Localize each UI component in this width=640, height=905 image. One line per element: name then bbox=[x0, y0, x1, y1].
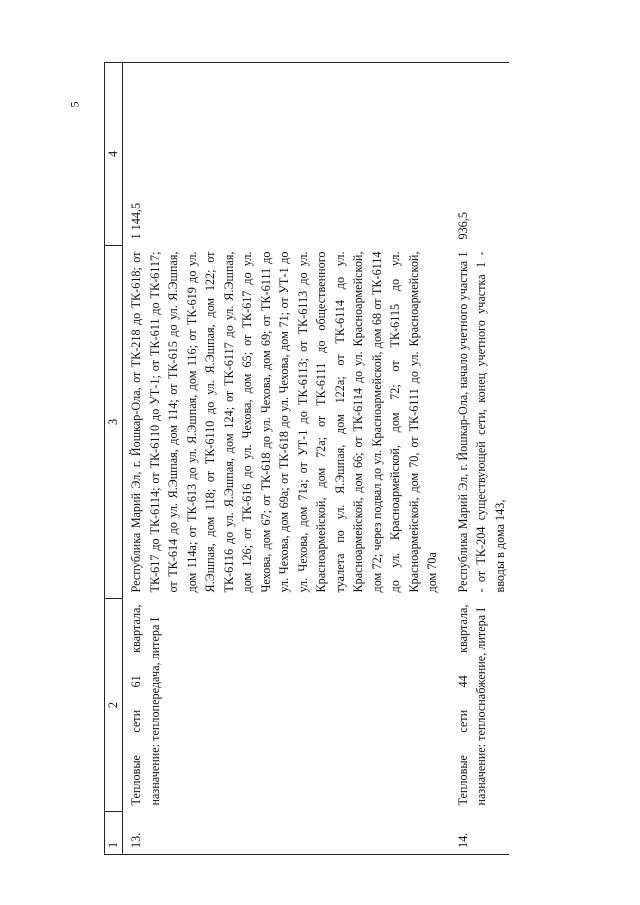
col-header-2: 2 bbox=[105, 599, 123, 812]
table-header-row bbox=[105, 63, 123, 855]
col-header-3: 3 bbox=[105, 246, 123, 599]
object-route: Республика Марий Эл, г. Йошкар-Ола, от ТК-218 до ТК-618; от ТК-617 до ТК-6114; от ТК-6110 до УТ-1; от ТК-611 до ТК-6117; от ТК-614 до ул. Я.Эшпая, дом 114; от ТК-615 до ул. Я.Эшпая, дом 114а; от ТК-613 до ул. Я.Эшпая, дом 116; от ТК-619 до ул. Я.Эшпая, дом 118; от ТК-6110 до ул. Я.Эшпая, дом 122; от ТК-6116 до ул. Я.Эшпая, дом 124; от ТК-6117 до ул. Я.Эшпая, дом 126; от ТК-616 до ул. Чехова, дом 65; от ТК-617 до ул. Чехова, дом 67; от ТК-618 до ул. Чехова, дом 69; от ТК-6111 до ул. Чехова, дом 69а; от ТК-618 до ул. Чехова, дом 71; от УТ-1 до ул. Чехова, дом 71а; от УТ-1 до ТК-6113; от ТК-6113 до ул. Красноармейской, дом 72а; от ТК-6111 до общественного туалета по ул. Я.Эшпая, дом 122а; от ТК-6114 до ул. Красноармейской, дом 66; от ТК-6114 до ул. Красноармейской, дом 72; через подвал до ул. Красноармейской, дом 68 от ТК-6114 до ул. Красноармейской, дом 72; от ТК-6115 до ул. Красноармейской, дом 70, от ТК-6111 до ул. Красноармейской, дом 70а bbox=[129, 251, 439, 593]
object-name: Тепловые сети 44 квартала, назначение: теплоснабжение, литера I bbox=[455, 604, 488, 806]
table-row bbox=[452, 63, 510, 855]
rotated-content bbox=[104, 115, 624, 855]
col-header-1: 1 bbox=[105, 812, 123, 855]
page-number: 5 bbox=[67, 101, 82, 108]
networks-table bbox=[104, 62, 509, 855]
object-length: 936,5 bbox=[452, 63, 510, 246]
table-row bbox=[123, 63, 452, 855]
row-number: 13. bbox=[123, 812, 452, 855]
object-length: 1 144,5 bbox=[123, 63, 452, 246]
object-route: Республика Марий Эл, г. Йошкар-Ола, начало учетного участка 1 - от ТК-204 существующей сети, конец учетного участка 1 - вводы в дома 143, bbox=[455, 251, 507, 593]
row-number: 14. bbox=[452, 812, 510, 855]
col-header-4: 4 bbox=[105, 63, 123, 246]
object-name: Тепловые сети 61 квартала, назначение: теплопередача, литера I bbox=[129, 604, 162, 806]
